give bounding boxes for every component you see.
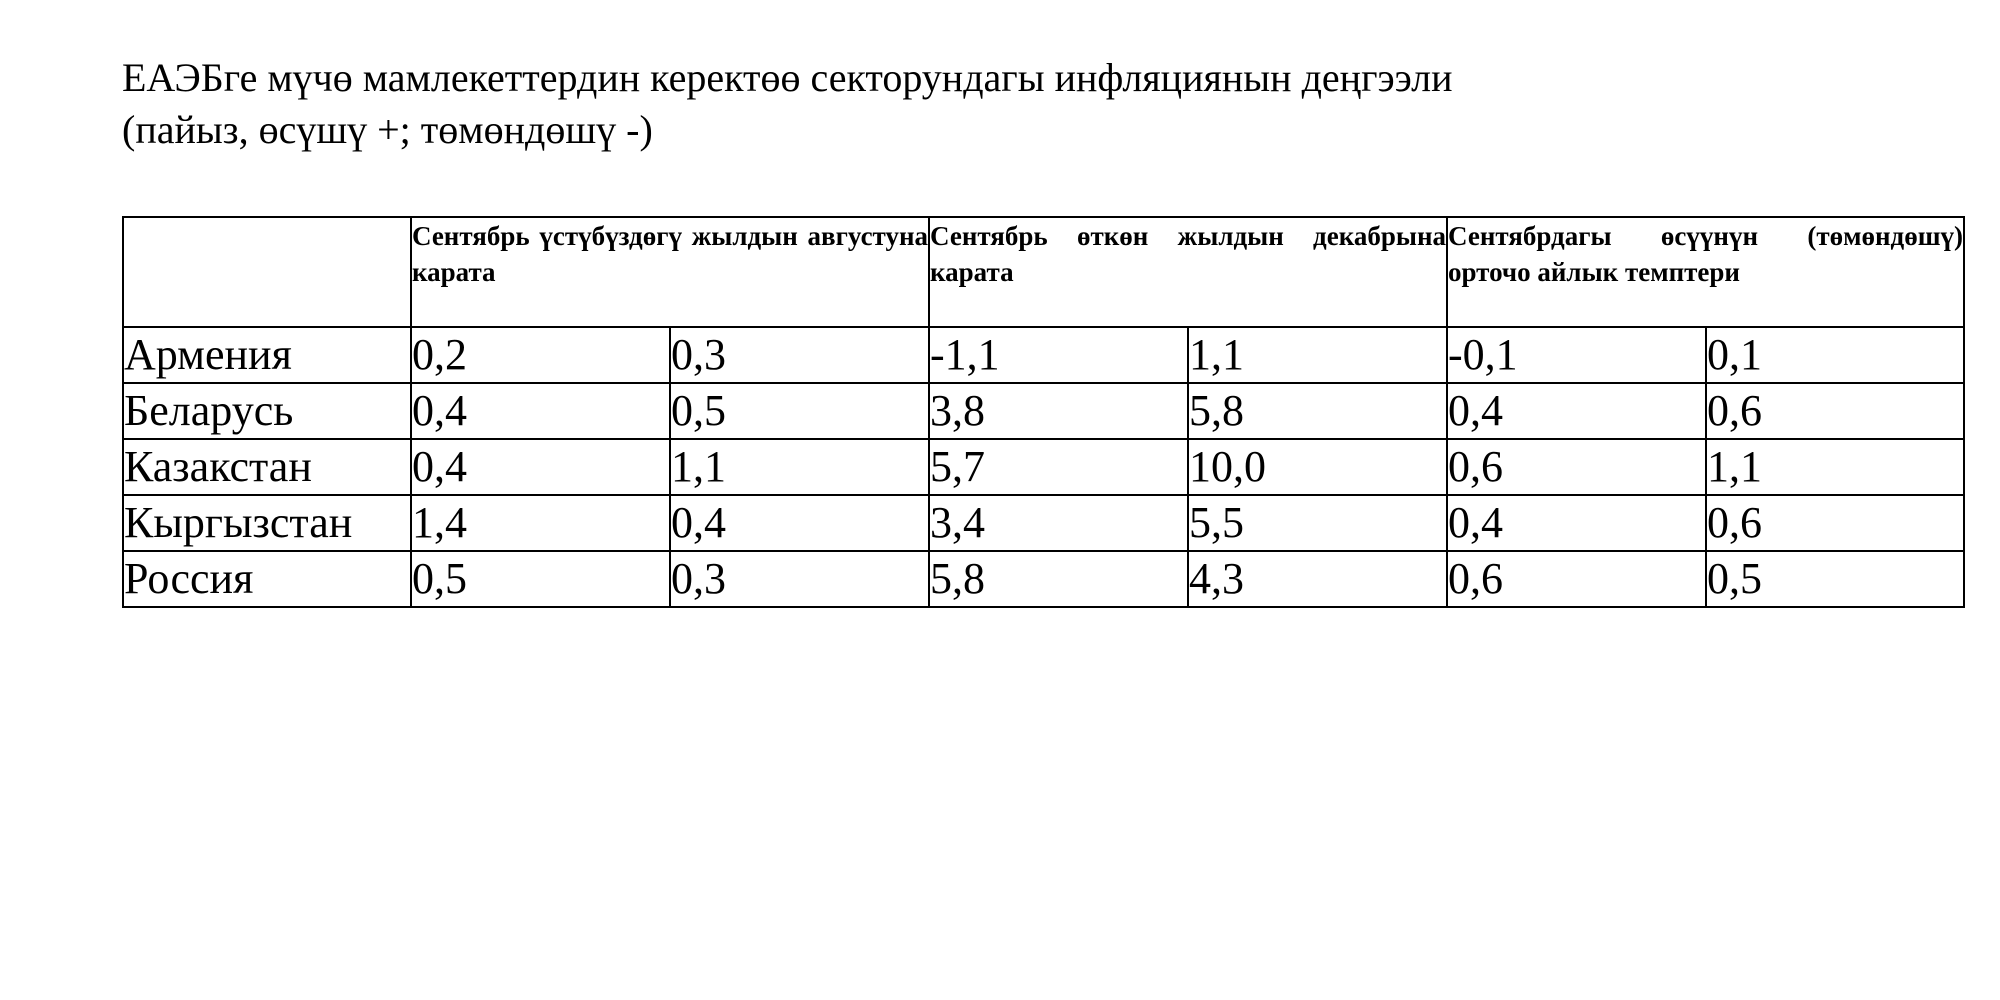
table-row [123, 383, 1964, 439]
value-cell: 5,7 [929, 439, 1188, 495]
value-cell: 0,5 [411, 551, 670, 607]
header-group-2: Сентябрь өткөн жылдын декабрына карата [929, 217, 1447, 327]
value-cell: 0,3 [670, 551, 929, 607]
header-group-1: Сентябрь үстүбүздөгү жылдын августуна карата [411, 217, 929, 327]
title-line-1: ЕАЭБге мүчө мамлекеттердин керектөө секторундагы инфляциянын деңгээли [122, 55, 1453, 100]
title-line-2: (пайыз, өсүшү +; төмөндөшү -) [122, 107, 653, 152]
header-group-3: Сентябрдагы өсүүнүн (төмөндөшү) орточо айлык темптери [1447, 217, 1964, 327]
value-cell: 5,8 [929, 551, 1188, 607]
value-cell: 1,1 [670, 439, 929, 495]
country-name: Беларусь [123, 383, 411, 439]
value-cell: 0,6 [1706, 383, 1964, 439]
inflation-table [122, 216, 1965, 608]
value-cell: 0,1 [1706, 327, 1964, 383]
value-cell: 10,0 [1188, 439, 1447, 495]
value-cell: 1,4 [411, 495, 670, 551]
value-cell: 0,6 [1447, 439, 1706, 495]
value-cell: 0,6 [1706, 495, 1964, 551]
value-cell: 0,2 [411, 327, 670, 383]
country-name: Россия [123, 551, 411, 607]
value-cell: 0,3 [670, 327, 929, 383]
value-cell: -1,1 [929, 327, 1188, 383]
value-cell: 3,4 [929, 495, 1188, 551]
value-cell: 0,4 [411, 383, 670, 439]
value-cell: 1,1 [1188, 327, 1447, 383]
table-row [123, 551, 1964, 607]
country-name: Кыргызстан [123, 495, 411, 551]
value-cell: 0,5 [1706, 551, 1964, 607]
value-cell: 5,5 [1188, 495, 1447, 551]
value-cell: -0,1 [1447, 327, 1706, 383]
value-cell: 0,4 [1447, 383, 1706, 439]
value-cell: 1,1 [1706, 439, 1964, 495]
value-cell: 4,3 [1188, 551, 1447, 607]
value-cell: 5,8 [1188, 383, 1447, 439]
country-name: Армения [123, 327, 411, 383]
header-row [123, 217, 1964, 327]
value-cell: 0,4 [1447, 495, 1706, 551]
value-cell: 0,4 [670, 495, 929, 551]
table-row [123, 495, 1964, 551]
country-name: Казакстан [123, 439, 411, 495]
table-row [123, 327, 1964, 383]
value-cell: 0,4 [411, 439, 670, 495]
table-row [123, 439, 1964, 495]
value-cell: 0,6 [1447, 551, 1706, 607]
value-cell: 3,8 [929, 383, 1188, 439]
value-cell: 0,5 [670, 383, 929, 439]
document-title [122, 52, 1452, 156]
header-corner-cell [123, 217, 411, 327]
